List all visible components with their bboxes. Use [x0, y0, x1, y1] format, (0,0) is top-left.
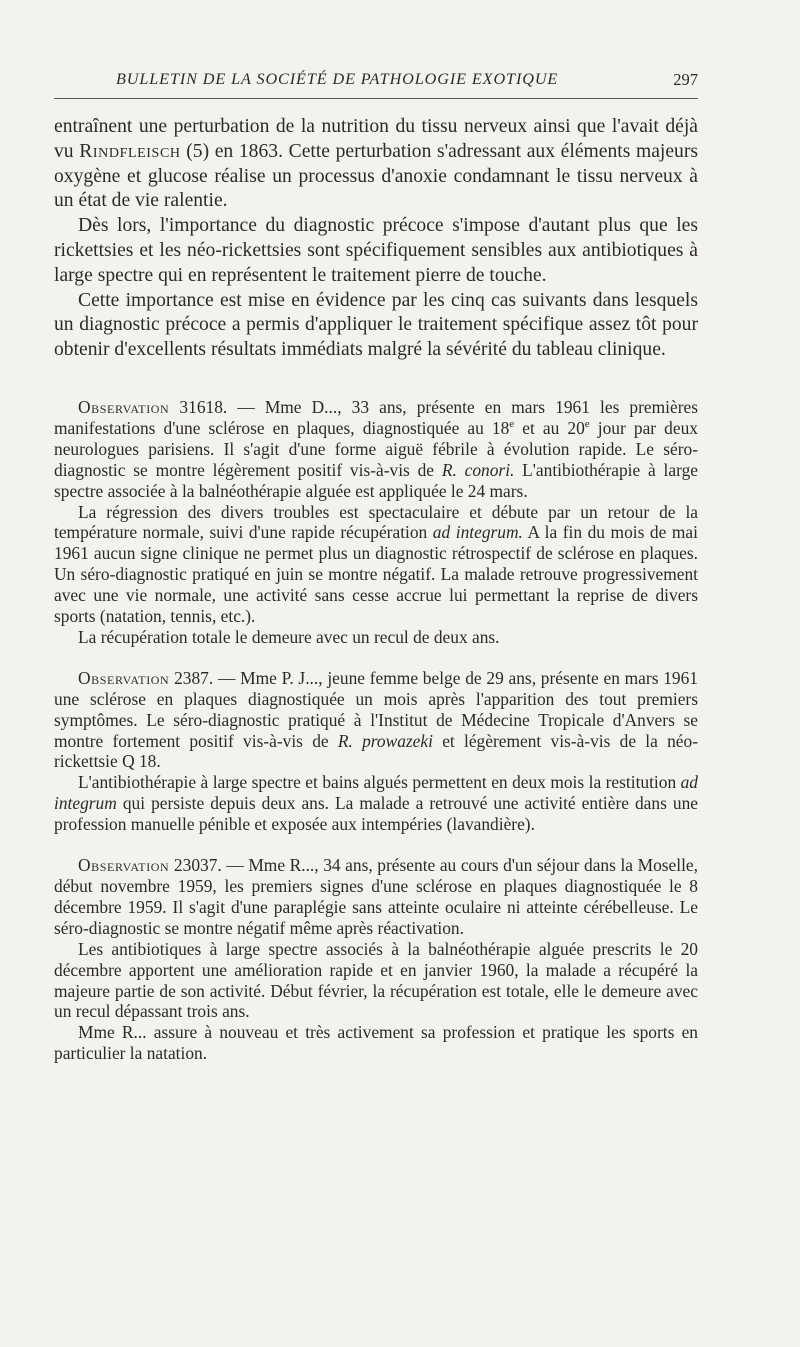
- species-name: R. conori.: [441, 459, 515, 480]
- observation-1: [54, 397, 698, 648]
- page-number: 297: [673, 70, 698, 89]
- observation-2: [54, 668, 698, 835]
- journal-title: BULLETIN DE LA SOCIÉTÉ DE PATHOLOGIE EXOTIQUE: [116, 70, 559, 88]
- intro-paragraph-2: Dès lors, l'importance du diagnostic précoce s'impose d'autant plus que les rickettsies et les néo-rickettsies sont spécifiquement sensibles aux antibiotiques à large spectre qui en représentent le traitement pierre de touche.: [54, 215, 698, 286]
- intro-paragraph-3: Cette importance est mise en évidence par les cinq cas suivants dans lesquels un diagnostic précoce a permis d'appliquer le traitement spécifique assez tôt pour obtenir d'excellents résultats immédiats malgré la sévérité du tableau clinique.: [54, 289, 698, 361]
- intro-section: [54, 115, 698, 363]
- observation-label: Observation: [78, 855, 170, 876]
- observation-number: 31618.: [179, 396, 228, 417]
- observation-2-paragraph-2: L'antibiothérapie à large spectre et bains algués permettent en deux mois la restitution ad integrum qui persiste depuis deux ans. La malade a retrouvé une activité entière dans une profession manuelle pénible et exposée aux intempéries (lavandière).: [54, 772, 698, 835]
- intro-paragraph-1: entraînent une perturbation de la nutrition du tissu nerveux ainsi que l'avait déjà vu Rindfleisch (5) en 1863. Cette perturbation s'adressant aux éléments majeurs oxygène et glucose réalise un processus d'anoxie condamnant le tissu nerveux à un état de vie ralentie.: [54, 116, 698, 212]
- cited-author: Rindfleisch: [79, 140, 181, 162]
- observation-number: 2387.: [174, 667, 214, 688]
- observation-label: Observation: [78, 667, 170, 688]
- species-name: R. prowazeki: [337, 730, 433, 751]
- observation-3-paragraph-2: Les antibiotiques à large spectre associés à la balnéothérapie alguée prescrits le 20 décembre apportent une amélioration rapide et en janvier 1960, la malade a récupéré la majeure partie de son activité. Début février, la récupération est totale, elle le demeure avec un recul dépassant trois ans.: [54, 938, 698, 1022]
- observation-2-paragraph-1: Observation 2387. — Mme P. J..., jeune femme belge de 29 ans, présente en mars 1961 une sclérose en plaques diagnostiquée un mois après l'apparition des tout premiers symptômes. Le séro-diagnostic pratiqué à l'Institut de Médecine Tropicale d'Anvers se montre fortement positif vis-à-vis de R. prowazeki et légèrement vis-à-vis de la néo-rickettsie Q 18.: [54, 667, 699, 772]
- observation-1-paragraph-3: La récupération totale le demeure avec un recul de deux ans.: [78, 626, 500, 647]
- observation-3: [54, 855, 698, 1064]
- journal-page: [54, 58, 698, 1064]
- observation-3-paragraph-1: Observation 23037. — Mme R..., 34 ans, présente au cours d'un séjour dans la Moselle, début novembre 1959, les premiers signes d'une sclérose en plaques diagnostiquée le 8 décembre 1959. Il s'agit d'une paraplégie sans atteinte oculaire ni atteinte cérébelleuse. Le séro-diagnostic se montre négatif même après réactivation.: [54, 855, 698, 938]
- observation-number: 23037.: [173, 855, 222, 876]
- observation-label: Observation: [78, 396, 170, 417]
- observation-3-paragraph-3: Mme R... assure à nouveau et très activement sa profession et pratique les sports en particulier la natation.: [54, 1022, 698, 1064]
- observation-1-paragraph-1: Observation 31618. — Mme D..., 33 ans, présente en mars 1961 les premières manifestations d'une sclérose en plaques, diagnostiquée au 18e et au 20e jour par deux neurologues parisiens. Il s'agit d'une forme aiguë fébrile à évolution rapide. Le séro-diagnostic se montre légèrement positif vis-à-vis de R. conori. L'antibiothérapie à large spectre associée à la balnéothérapie alguée est appliquée le 24 mars.: [54, 396, 698, 501]
- running-header: [54, 58, 698, 99]
- observation-1-paragraph-2: La régression des divers troubles est spectaculaire et débute par un retour de la température normale, suivi d'une rapide récupération ad integrum. A la fin du mois de mai 1961 aucun signe clinique ne permet plus un diagnostic rétrospectif de sclérose en plaques. Un séro-diagnostic pratiqué en juin se montre négatif. La malade retrouve progressivement avec une vie normale, une activité sans cesse accrue lui permettant la reprise de divers sports (natation, tennis, etc.).: [54, 501, 698, 627]
